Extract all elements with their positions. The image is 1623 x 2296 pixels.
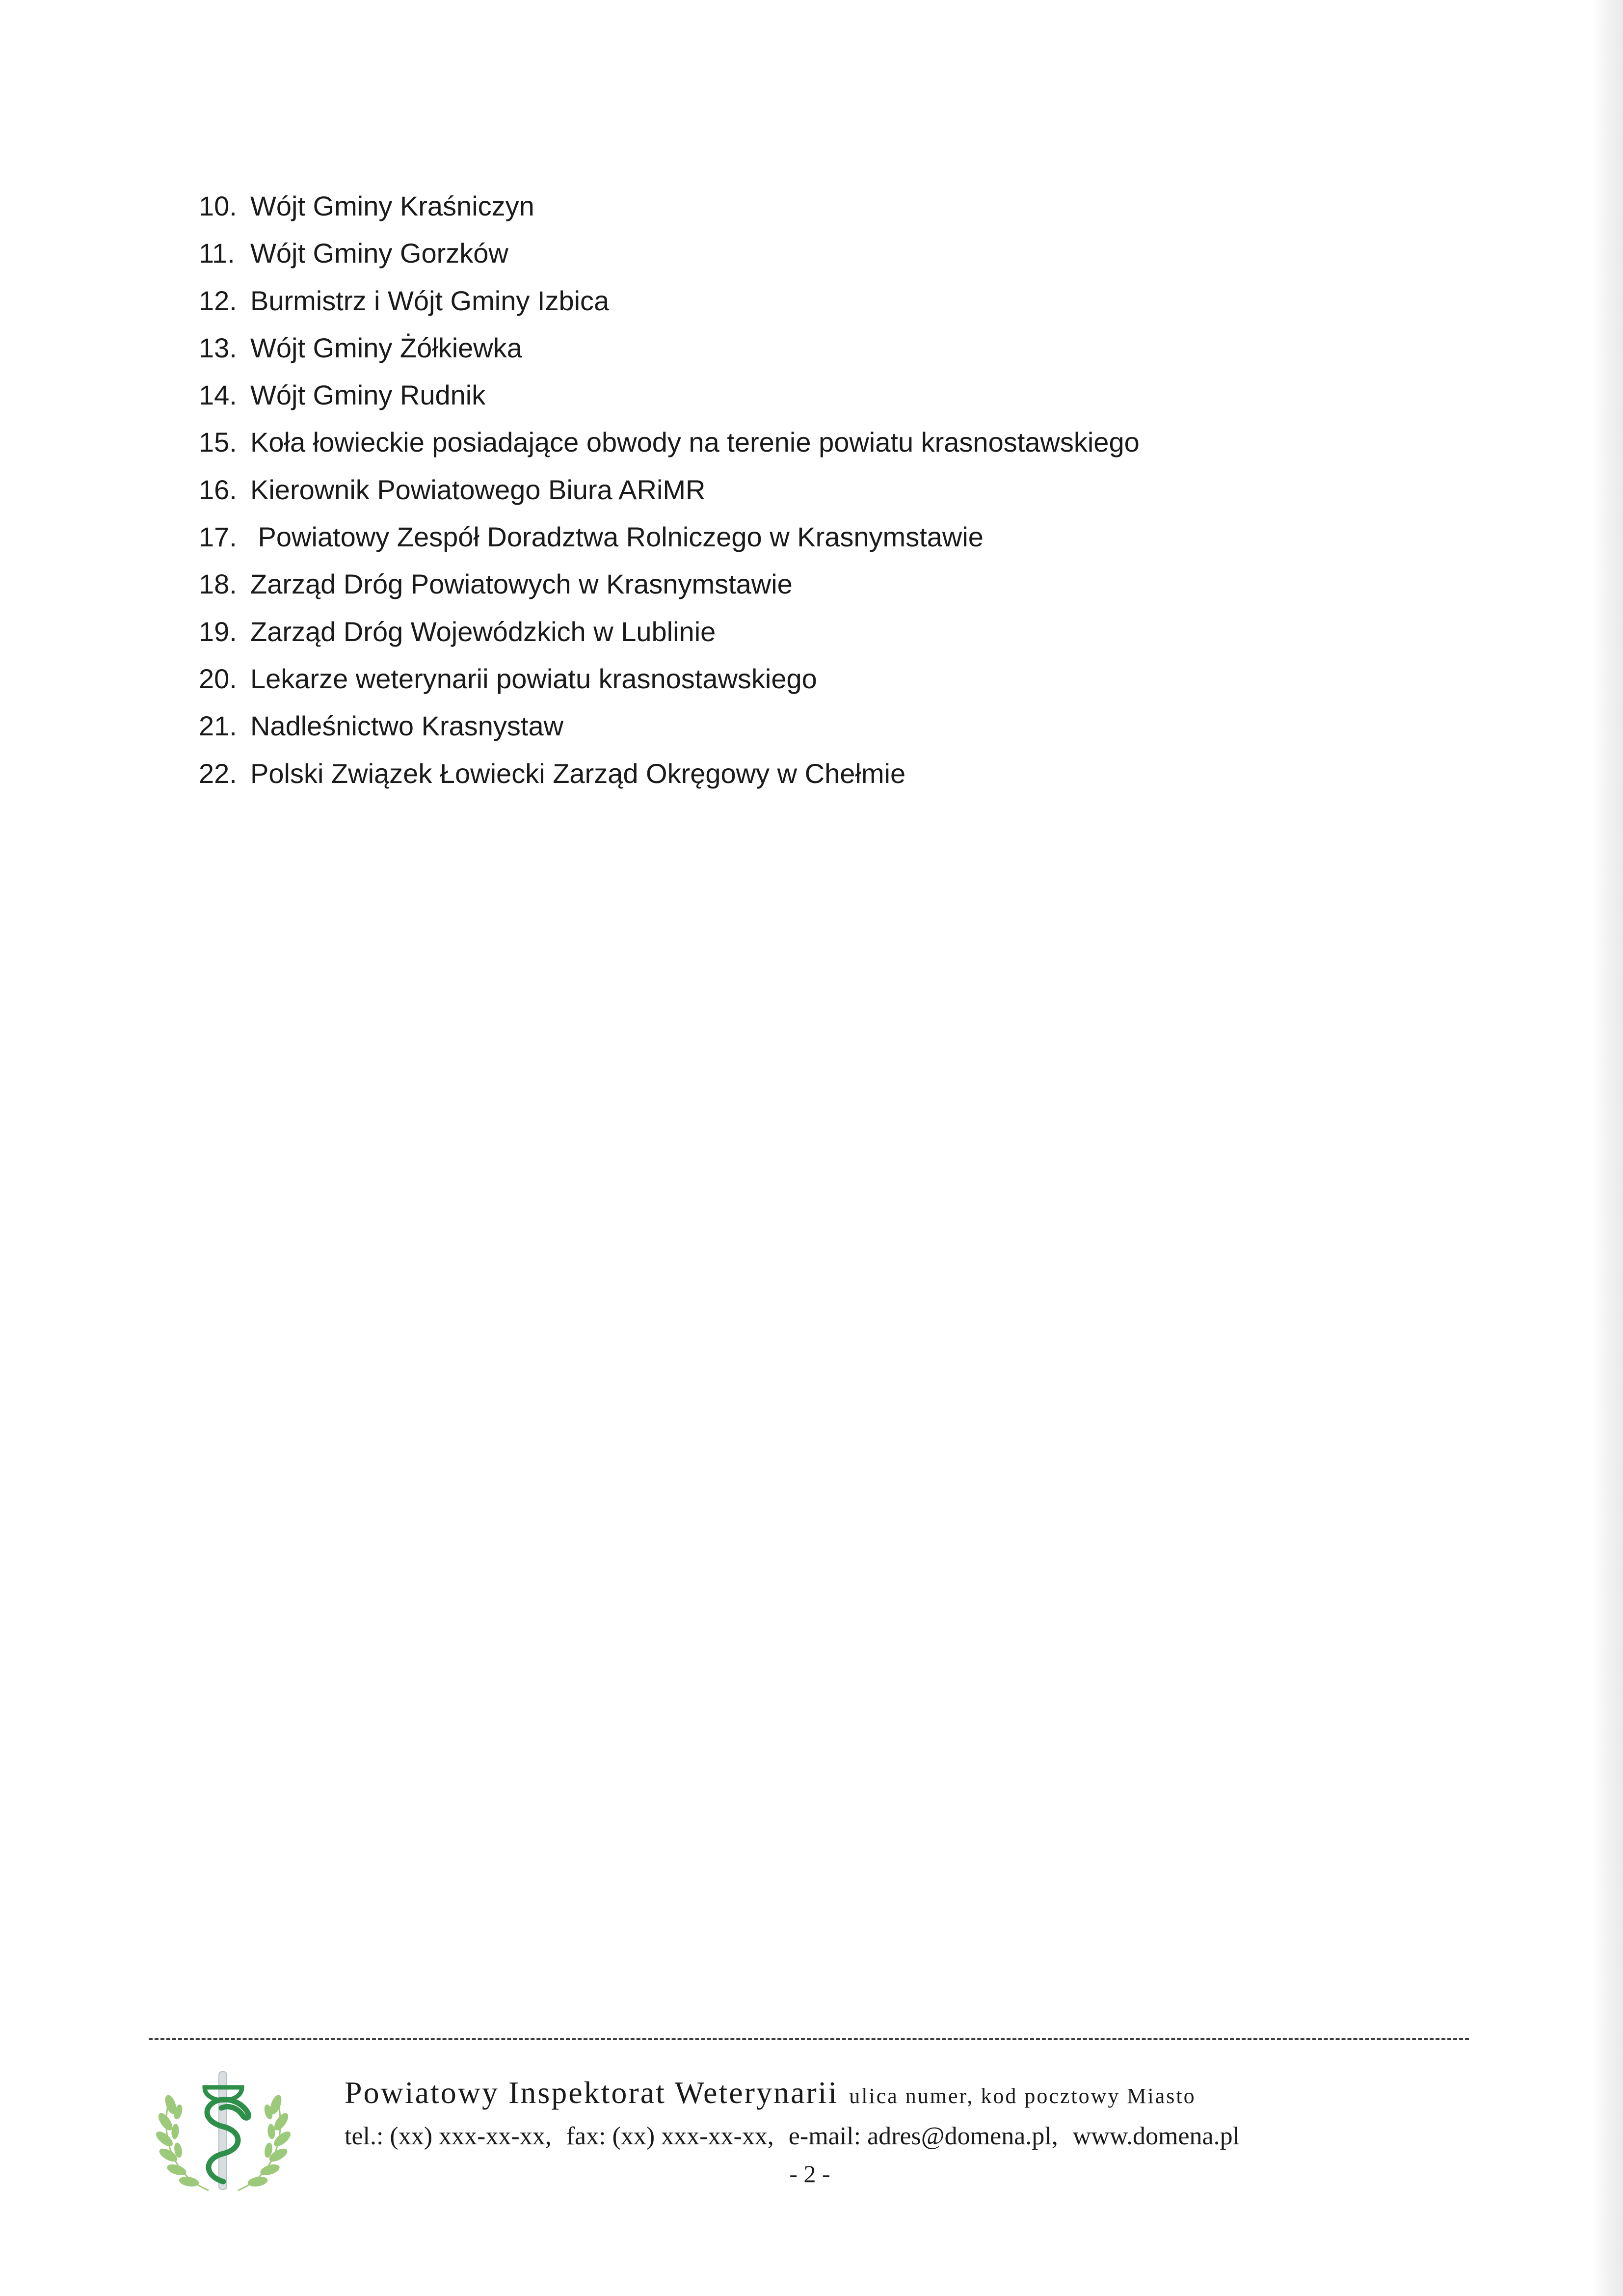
list-item-text: Powiatowy Zespół Doradztwa Rolniczego w Krasnymstawie [250, 521, 984, 553]
list-item-number: 20. [199, 663, 237, 694]
list-item-number: 11. [199, 238, 235, 269]
list-item-text: Zarząd Dróg Powiatowych w Krasnymstawie [250, 568, 793, 600]
list-item [199, 750, 1140, 797]
list-item [199, 608, 1140, 655]
caduceus-laurel-icon [150, 2058, 297, 2200]
footer-contact-line [345, 2115, 1240, 2158]
list-item-number: 18. [199, 568, 237, 600]
list-item [199, 277, 1140, 324]
list-item [199, 419, 1140, 466]
snake-icon [207, 2100, 248, 2182]
list-item-number: 17. [199, 521, 237, 553]
list-item-text: Polski Związek Łowiecki Zarząd Okręgowy w Chełmie [250, 757, 906, 789]
phone-number: tel.: (xx) xxx-xx-xx, [345, 2122, 552, 2150]
list-item-text: Wójt Gminy Rudnik [250, 379, 486, 411]
list-item-text: Wójt Gminy Gorzków [250, 238, 508, 269]
list-item-number: 10. [199, 190, 237, 221]
list-item [199, 230, 1140, 277]
list-item-number: 12. [199, 285, 237, 316]
list-item-text: Lekarze weterynarii powiatu krasnostawskiego [250, 663, 817, 694]
list-item-text: Nadleśnictwo Krasnystaw [250, 710, 564, 742]
list-item-text: Wójt Gminy Kraśniczyn [250, 190, 534, 221]
institution-address: ulica numer, kod pocztowy Miasto [849, 2084, 1196, 2108]
footer-contact-block [345, 2071, 1240, 2158]
list-item [199, 466, 1140, 513]
list-item [199, 372, 1140, 419]
list-item [199, 513, 1140, 561]
list-item-text: Zarząd Dróg Wojewódzkich w Lublinie [250, 616, 716, 647]
institution-name: Powiatowy Inspektorat Weterynarii [345, 2075, 839, 2110]
footer-institution-line [345, 2071, 1240, 2115]
list-item-text: Koła łowieckie posiadające obwody na terenie powiatu krasnostawskiego [250, 427, 1140, 458]
list-item-text: Wójt Gminy Żółkiewka [250, 332, 522, 363]
list-item-number: 21. [199, 710, 237, 742]
list-item-text: Kierownik Powiatowego Biura ARiMR [250, 474, 706, 505]
email-address: e-mail: adres@domena.pl, [788, 2122, 1058, 2150]
list-item-text: Burmistrz i Wójt Gminy Izbica [250, 285, 610, 316]
list-item-number: 13. [199, 332, 237, 363]
list-item-number: 22. [199, 757, 237, 789]
list-item [199, 655, 1140, 702]
recipient-list [199, 183, 1140, 797]
list-item [199, 183, 1140, 230]
page-number: - 2 - [789, 2160, 830, 2188]
laurel-branch-left [154, 2094, 209, 2190]
list-item-number: 19. [199, 616, 237, 647]
list-item [199, 561, 1140, 608]
list-item [199, 324, 1140, 372]
footer-divider [149, 2038, 1469, 2040]
list-item [199, 702, 1140, 750]
list-item-number: 15. [199, 427, 237, 458]
website-address: www.domena.pl [1072, 2122, 1240, 2150]
fax-number: fax: (xx) xxx-xx-xx, [566, 2122, 774, 2150]
list-item-number: 16. [199, 474, 237, 505]
list-item-number: 14. [199, 379, 237, 411]
scan-page-edge [1593, 0, 1623, 2296]
